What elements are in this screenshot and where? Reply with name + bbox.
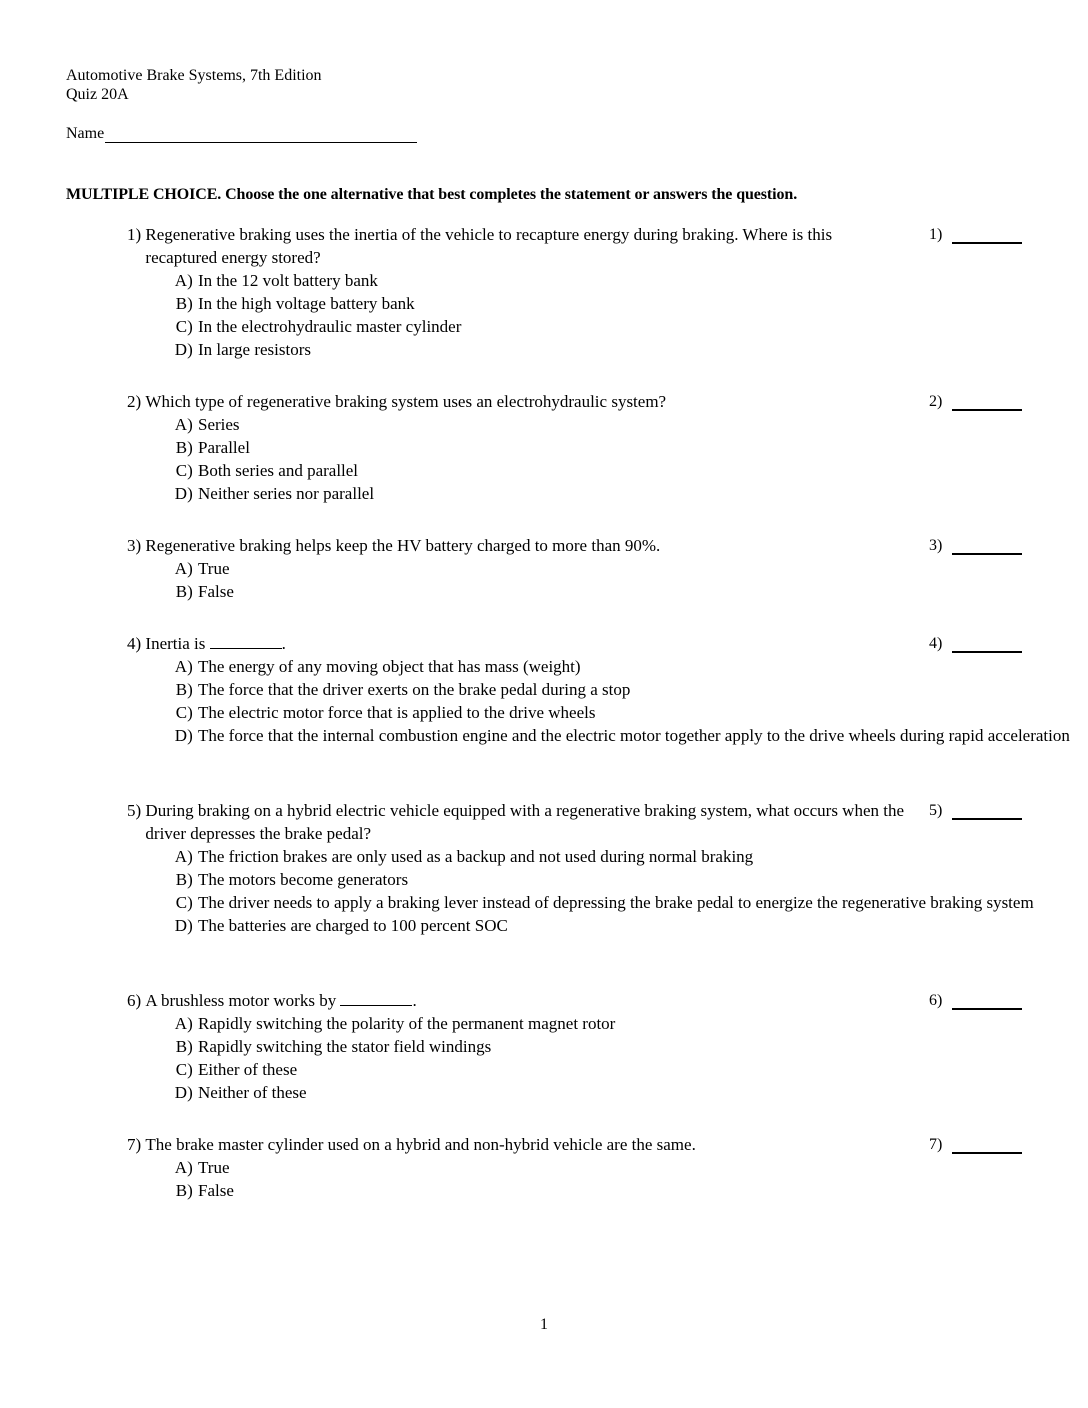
- question-text: During braking on a hybrid electric vehicle equipped with a regenerative braking system, what occurs when the driver depresses the brake pedal?: [145, 801, 905, 843]
- question-text: A brushless motor works by .: [145, 991, 417, 1010]
- options-list: [172, 1012, 1087, 1104]
- answer-blank-1: [929, 226, 1022, 244]
- name-input-line[interactable]: [105, 126, 417, 143]
- question-number: 2): [127, 392, 146, 411]
- option-b: B) Parallel: [175, 438, 250, 457]
- answer-input-line[interactable]: [952, 802, 1022, 820]
- question-stem: [127, 989, 907, 1012]
- answer-blank-7: [929, 1136, 1022, 1154]
- options-list: [172, 655, 1087, 747]
- page-number: 1: [540, 1316, 548, 1333]
- answer-input-line[interactable]: [952, 226, 1022, 244]
- question-number: 3): [127, 536, 146, 555]
- question-stem: [127, 799, 907, 845]
- answer-blank-2: [929, 393, 1022, 411]
- question-number: 5): [127, 801, 146, 820]
- question-text: Regenerative braking uses the inertia of the vehicle to recapture energy during braking. Where is this recaptured energy stored?: [145, 225, 833, 267]
- option-b: B) False: [175, 582, 234, 601]
- option-d: D) Neither of these: [174, 1083, 307, 1102]
- question-stem: [127, 223, 907, 269]
- section-instructions: MULTIPLE CHOICE. Choose the one alternative that best completes the statement or answers the question.: [66, 186, 798, 203]
- answer-blank-6: [929, 992, 1022, 1010]
- options-list: [172, 1156, 1087, 1202]
- option-a: A) Series: [174, 415, 240, 434]
- answer-input-line[interactable]: [952, 537, 1022, 555]
- answer-input-line[interactable]: [952, 635, 1022, 653]
- fill-in-blank: [210, 634, 282, 649]
- answer-label: 4): [929, 635, 943, 652]
- question-text: Inertia is .: [145, 634, 286, 653]
- fill-in-blank: [340, 991, 412, 1006]
- options-list: [172, 557, 1087, 603]
- option-b: B) False: [175, 1181, 234, 1200]
- option-b: B) In the high voltage battery bank: [175, 294, 415, 313]
- question-number: 7): [127, 1135, 146, 1154]
- option-c: C) The electric motor force that is applied to the drive wheels: [175, 703, 596, 722]
- option-c: C) Either of these: [175, 1060, 298, 1079]
- options-list: [172, 269, 1087, 361]
- option-d: D) Neither series nor parallel: [174, 484, 375, 503]
- answer-label: 1): [929, 226, 943, 243]
- answer-label: 6): [929, 992, 943, 1009]
- answer-label: 5): [929, 802, 943, 819]
- option-a: A) The energy of any moving object that has mass (weight): [174, 657, 581, 676]
- course-title: Automotive Brake Systems, 7th Edition: [66, 67, 322, 84]
- question-number: 1): [127, 225, 146, 244]
- answer-input-line[interactable]: [952, 393, 1022, 411]
- option-a: A) True: [174, 559, 230, 578]
- question-stem: [127, 390, 907, 413]
- answer-blank-5: [929, 802, 1022, 820]
- option-b: B) The motors become generators: [175, 870, 409, 889]
- question-text: Which type of regenerative braking system uses an electrohydraulic system?: [145, 392, 667, 411]
- option-a: A) The friction brakes are only used as a backup and not used during normal braking: [174, 847, 754, 866]
- answer-label: 3): [929, 537, 943, 554]
- answer-input-line[interactable]: [952, 1136, 1022, 1154]
- option-d: D) In large resistors: [174, 340, 311, 359]
- answer-blank-4: [929, 635, 1022, 653]
- option-d: D) The force that the internal combustion engine and the electric motor together apply to the drive wheels during rapid acceleration: [174, 726, 1070, 745]
- answer-input-line[interactable]: [952, 992, 1022, 1010]
- question-stem: [127, 632, 907, 655]
- name-label: Name: [66, 125, 105, 142]
- question-stem: [127, 534, 907, 557]
- document-header: [66, 66, 322, 104]
- options-list: [172, 413, 1087, 505]
- option-c: C) Both series and parallel: [175, 461, 359, 480]
- question-stem: [127, 1133, 907, 1156]
- option-a: A) Rapidly switching the polarity of the permanent magnet rotor: [174, 1014, 616, 1033]
- quiz-label: Quiz 20A: [66, 86, 129, 103]
- option-a: A) In the 12 volt battery bank: [174, 271, 378, 290]
- question-text: The brake master cylinder used on a hybrid and non-hybrid vehicle are the same.: [145, 1135, 696, 1154]
- option-d: D) The batteries are charged to 100 percent SOC: [174, 916, 508, 935]
- option-a: A) True: [174, 1158, 230, 1177]
- question-number: 6): [127, 991, 146, 1010]
- option-b: B) The force that the driver exerts on the brake pedal during a stop: [175, 680, 631, 699]
- option-b: B) Rapidly switching the stator field windings: [175, 1037, 492, 1056]
- question-text: Regenerative braking helps keep the HV battery charged to more than 90%.: [145, 536, 661, 555]
- answer-blank-3: [929, 537, 1022, 555]
- name-field-row: [66, 125, 417, 143]
- option-c: C) In the electrohydraulic master cylinder: [175, 317, 462, 336]
- answer-label: 2): [929, 393, 943, 410]
- question-number: 4): [127, 634, 146, 653]
- options-list: [172, 845, 1087, 937]
- option-c: C) The driver needs to apply a braking lever instead of depressing the brake pedal to energize the regenerative braking system: [175, 893, 1034, 912]
- answer-label: 7): [929, 1136, 943, 1153]
